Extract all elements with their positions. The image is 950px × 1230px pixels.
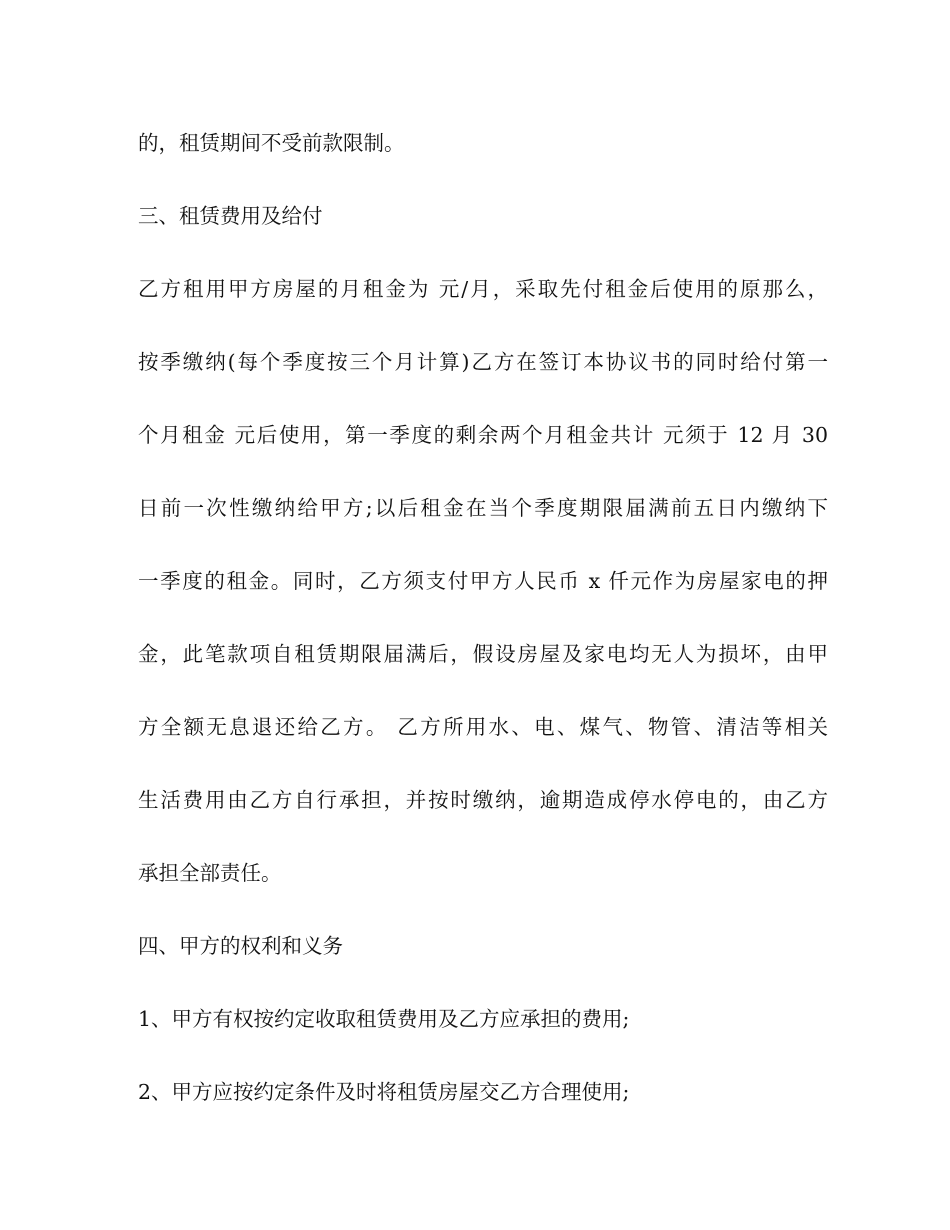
paragraph-line: 个月租金 元后使用，第一季度的剩余两个月租金共计 元须于 12 月 30 <box>138 423 828 447</box>
list-item: 2、甲方应按约定条件及时将租赁房屋交乙方合理使用; <box>138 1080 630 1104</box>
list-item: 1、甲方有权按约定收取租赁费用及乙方应承担的费用; <box>138 1007 630 1031</box>
paragraph-line: 金，此笔款项自租赁期限届满后，假设房屋及家电均无人为损坏，由甲 <box>138 642 828 666</box>
paragraph-line: 乙方租用甲方房屋的月租金为 元/月，采取先付租金后使用的原那么， <box>138 277 828 301</box>
section-heading: 三、租赁费用及给付 <box>138 204 323 228</box>
paragraph-line: 生活费用由乙方自行承担，并按时缴纳，逾期造成停水停电的，由乙方 <box>138 788 828 812</box>
section-heading: 四、甲方的权利和义务 <box>138 934 343 958</box>
paragraph-line: 承担全部责任。 <box>138 861 282 885</box>
paragraph-line: 方全额无息退还给乙方。 乙方所用水、电、煤气、物管、清洁等相关 <box>138 715 828 739</box>
paragraph-line: 按季缴纳(每个季度按三个月计算)乙方在签订本协议书的同时给付第一 <box>138 350 828 374</box>
paragraph-line: 的，租赁期间不受前款限制。 <box>138 131 405 155</box>
paragraph-line: 一季度的租金。同时，乙方须支付甲方人民币 x 仟元作为房屋家电的押 <box>138 569 828 593</box>
paragraph-line: 日前一次性缴纳给甲方;以后租金在当个季度期限届满前五日内缴纳下 <box>138 496 828 520</box>
